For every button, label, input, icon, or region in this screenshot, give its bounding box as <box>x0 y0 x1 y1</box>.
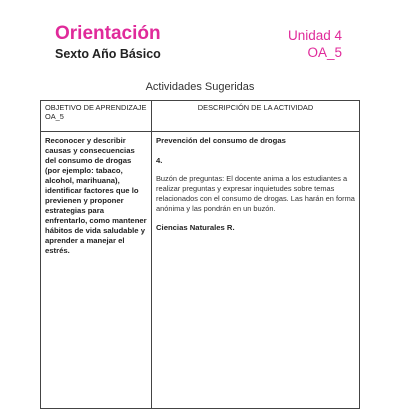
table-row <box>41 132 360 409</box>
page-title: Orientación <box>55 23 161 44</box>
unit-label: Unidad 4 <box>287 28 342 43</box>
activities-table <box>40 100 360 409</box>
objective-text: Reconocer y describir causas y consecuencias del consumo de drogas (por ejemplo: tabaco, alcohol, marihuana), identificar factores que lo previenen y proponer estrategias para enfrentarlo, como mantener hábitos de vida saludable y aprender a manejar el estrés. <box>45 136 147 255</box>
column-header-objective: OBJETIVO DE APRENDIZAJE OA_5 <box>41 101 152 132</box>
column-header-description: DESCRIPCIÓN DE LA ACTIVIDAD <box>152 101 360 132</box>
grade-subtitle: Sexto Año Básico <box>55 47 161 61</box>
activity-cell <box>152 132 360 409</box>
objective-cell <box>41 132 152 409</box>
document-header <box>55 24 161 62</box>
objective-code: OA_5 <box>307 45 342 60</box>
section-title: Actividades Sugeridas <box>145 81 255 93</box>
activity-reference: Ciencias Naturales R. <box>156 223 235 232</box>
table-header-row <box>41 101 360 132</box>
activity-number: 4. <box>156 156 163 165</box>
unit-info <box>288 27 342 61</box>
activity-title: Prevención del consumo de drogas <box>156 136 286 145</box>
activity-description: Buzón de preguntas: El docente anima a los estudiantes a realizar preguntas y expresar inquietudes sobre temas relacionados con el consumo de drogas. Las harán en forma anónima y las pondrán en un buzón. <box>156 174 355 213</box>
